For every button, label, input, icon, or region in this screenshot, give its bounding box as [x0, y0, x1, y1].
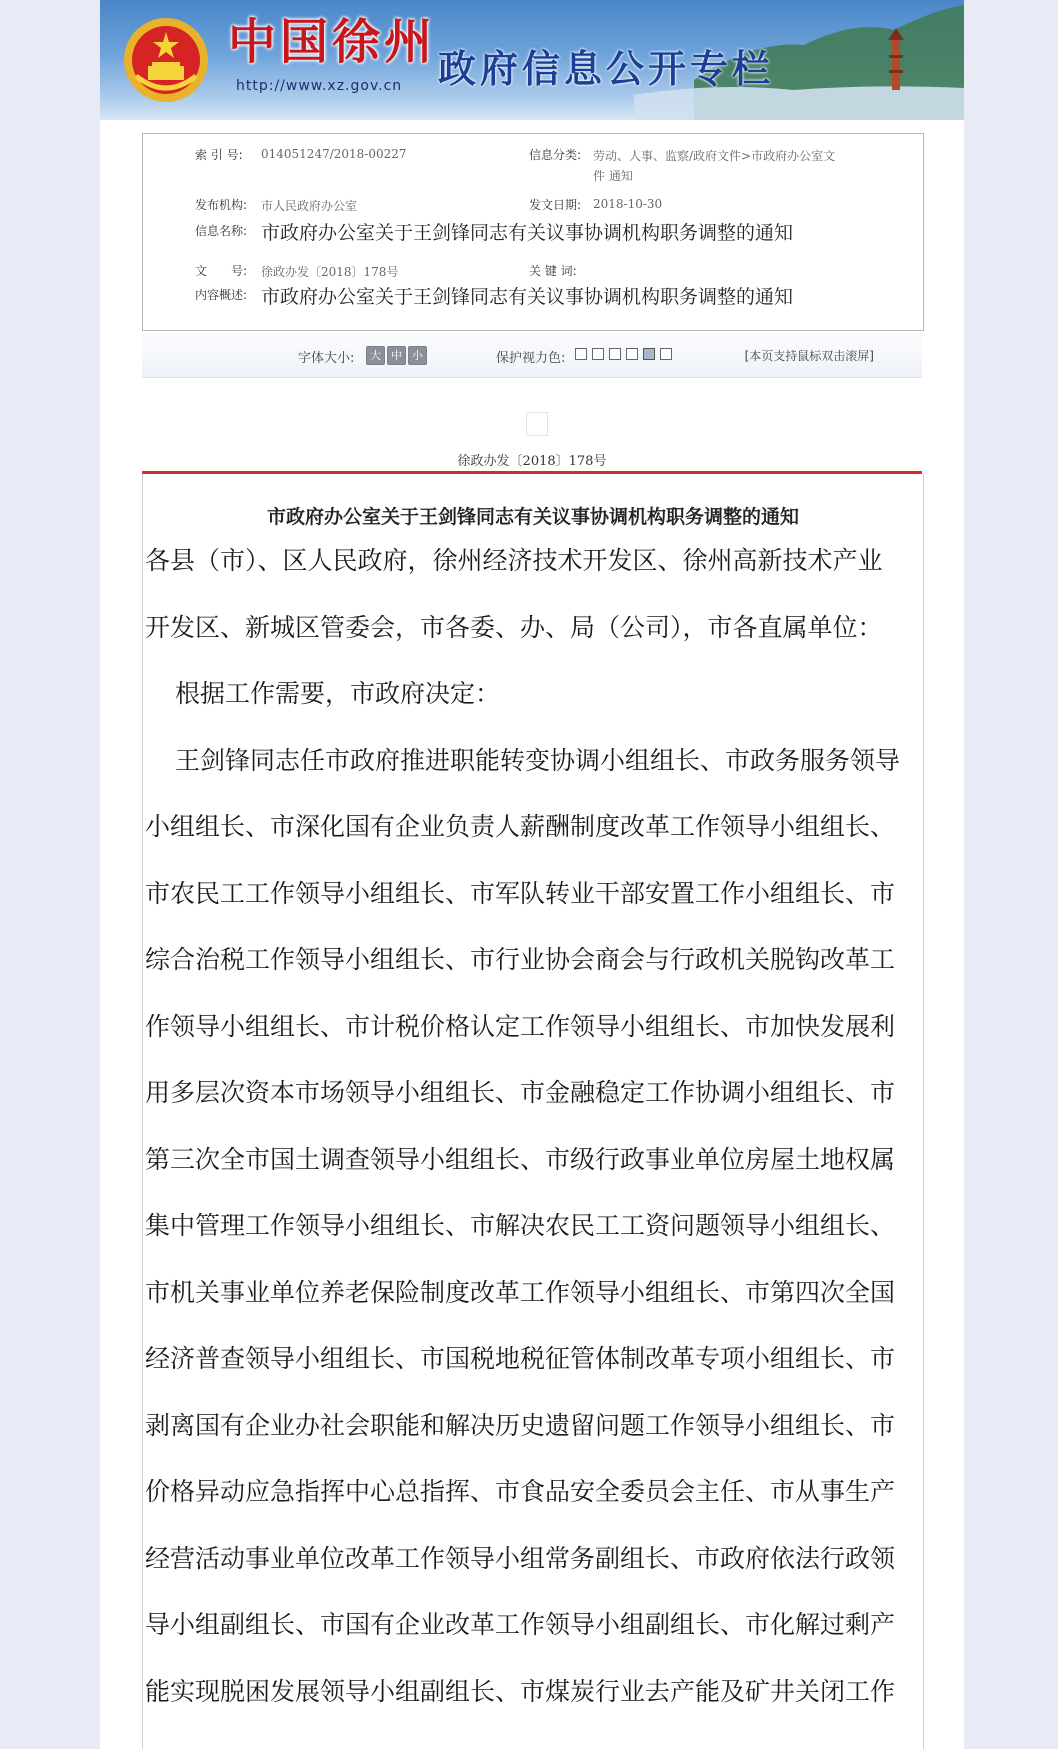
document-body [142, 474, 924, 1749]
font-size-label: 字体大小: [298, 351, 355, 366]
category-label: 信息分类: [529, 148, 582, 162]
scroll-hint: [本页支持鼠标双击滚屏] [744, 349, 874, 363]
color-swatch-5[interactable] [643, 348, 655, 360]
text-line: 导小组副组长、市国有企业改革工作领导小组副组长、市化解过剩产 [145, 1610, 896, 1639]
name-label: 信息名称: [195, 224, 248, 238]
eye-color-label: 保护视力色: [496, 351, 566, 366]
name-value: 市政府办公室关于王剑锋同志有关议事协调机构职务调整的通知 [261, 222, 794, 244]
text-line: 剥离国有企业办社会职能和解决历史遗留问题工作领导小组组长、市 [145, 1410, 896, 1440]
font-medium-button[interactable]: 中 [387, 346, 406, 365]
docno-value: 徐政办发〔2018〕178号 [261, 265, 399, 279]
index-label: 索 引 号: [195, 148, 243, 162]
category-value-line2: 件 通知 [593, 169, 633, 183]
text-line: 用多层次资本市场领导小组组长、市金融稳定工作协调小组组长、市 [145, 1078, 896, 1107]
text-line: 能实现脱困发展领导小组副组长、市煤炭行业去产能及矿井关闭工作 [145, 1676, 896, 1706]
color-swatch-1[interactable] [575, 348, 587, 360]
docno-label: 文 号: [195, 264, 248, 278]
summary-label: 内容概述: [195, 288, 248, 302]
publisher-value: 市人民政府办公室 [261, 199, 358, 213]
text-line: 集中管理工作领导小组组长、市解决农民工工资问题领导小组组长、 [145, 1211, 896, 1240]
category-value-line1: 劳动、人事、监察/政府文件>市政府办公室文 [593, 149, 836, 163]
color-swatch-2[interactable] [592, 348, 604, 360]
text-line: 小组组长、市深化国有企业负责人薪酬制度改革工作领导小组组长、 [145, 812, 896, 841]
text-line: 经营活动事业单位改革工作领导小组常务副组长、市政府依法行政领 [145, 1543, 896, 1573]
text-line: 王剑锋同志任市政府推进职能转变协调小组组长、市政务服务领导 [175, 745, 901, 775]
image-placeholder [526, 412, 548, 436]
publisher-label: 发布机构: [195, 198, 248, 212]
brand-title: 中国徐州 [228, 14, 437, 70]
color-swatch-3[interactable] [609, 348, 621, 360]
column-title: 政府信息公开专栏 [438, 47, 775, 91]
keywords-label: 关 键 词: [529, 264, 577, 278]
font-small-button[interactable]: 小 [408, 346, 427, 365]
addressee [145, 528, 921, 1725]
document-number: 徐政办发〔2018〕178号 [457, 454, 607, 469]
site-banner [100, 0, 964, 120]
index-value: 014051247/2018-00227 [261, 147, 407, 161]
text-line: 综合治税工作领导小组组长、市行业协会商会与行政机关脱钩改革工 [145, 945, 896, 974]
document-header [142, 378, 922, 470]
text-line: 第三次全市国土调查领导小组组长、市级行政事业单位房屋土地权属 [145, 1144, 896, 1174]
reading-toolbar [142, 333, 922, 378]
document-title: 市政府办公室关于王剑锋同志有关议事协调机构职务调整的通知 [266, 506, 799, 528]
font-large-button[interactable]: 大 [366, 346, 385, 365]
text-line: 开发区、新城区管委会，市各委、办、局（公司），市各直属单位： [145, 612, 883, 642]
color-swatch-6[interactable] [660, 348, 672, 360]
info-table [142, 133, 924, 331]
color-swatch-4[interactable] [626, 348, 638, 360]
decision-line: 根据工作需要，市政府决定： [175, 679, 501, 708]
site-url[interactable]: http://www.xz.gov.cn [236, 78, 403, 94]
text-line: 市机关事业单位养老保险制度改革工作领导小组组长、市第四次全国 [145, 1277, 896, 1307]
national-emblem-icon [122, 16, 210, 104]
text-line: 经济普查领导小组组长、市国税地税征管体制改革专项小组组长、市 [145, 1344, 896, 1373]
text-line: 各县（市）、区人民政府，徐州经济技术开发区、徐州高新技术产业 [145, 546, 883, 575]
summary-value: 市政府办公室关于王剑锋同志有关议事协调机构职务调整的通知 [261, 286, 794, 308]
text-line: 作领导小组组长、市计税价格认定工作领导小组组长、市加快发展利 [145, 1011, 896, 1041]
page [100, 0, 964, 1749]
text-line: 市农民工工作领导小组组长、市军队转业干部安置工作小组组长、市 [145, 878, 896, 908]
date-label: 发文日期: [529, 198, 582, 212]
text-line: 价格异动应急指挥中心总指挥、市食品安全委员会主任、市从事生产 [145, 1477, 896, 1506]
date-value: 2018-10-30 [593, 197, 663, 211]
